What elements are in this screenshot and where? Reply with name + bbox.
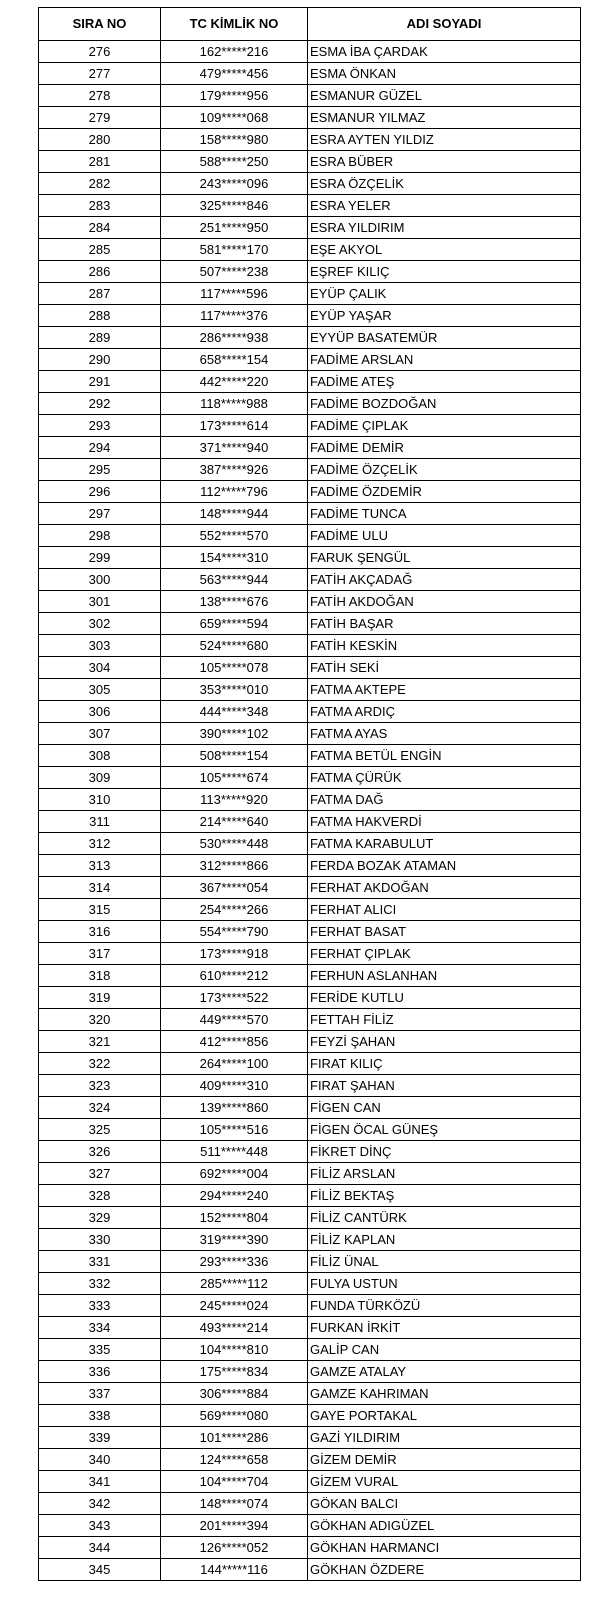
sira-no-cell: 279: [39, 107, 161, 129]
table-row: [39, 569, 581, 591]
sira-no-cell: 330: [39, 1229, 161, 1251]
adi-soyadi-cell: FATİH BAŞAR: [308, 613, 581, 635]
sira-no-cell: 339: [39, 1427, 161, 1449]
tc-kimlik-no-cell: 293*****336: [161, 1251, 308, 1273]
table-row: [39, 1449, 581, 1471]
sira-no-cell: 314: [39, 877, 161, 899]
tc-kimlik-no-cell: 367*****054: [161, 877, 308, 899]
sira-no-cell: 276: [39, 41, 161, 63]
sira-no-cell: 299: [39, 547, 161, 569]
sira-no-cell: 280: [39, 129, 161, 151]
tc-kimlik-no-cell: 179*****956: [161, 85, 308, 107]
adi-soyadi-cell: FADİME TUNCA: [308, 503, 581, 525]
table-row: [39, 151, 581, 173]
sira-no-cell: 324: [39, 1097, 161, 1119]
adi-soyadi-cell: FIRAT ŞAHAN: [308, 1075, 581, 1097]
tc-kimlik-no-cell: 148*****074: [161, 1493, 308, 1515]
adi-soyadi-cell: GÖKHAN HARMANCI: [308, 1537, 581, 1559]
table-row: [39, 767, 581, 789]
table-row: [39, 481, 581, 503]
adi-soyadi-cell: EŞREF KILIÇ: [308, 261, 581, 283]
adi-soyadi-cell: FADİME ARSLAN: [308, 349, 581, 371]
sira-no-cell: 313: [39, 855, 161, 877]
table-row: [39, 1339, 581, 1361]
sira-no-cell: 345: [39, 1559, 161, 1581]
adi-soyadi-cell: FADİME ATEŞ: [308, 371, 581, 393]
table-row: [39, 1471, 581, 1493]
tc-kimlik-no-cell: 353*****010: [161, 679, 308, 701]
table-row: [39, 745, 581, 767]
table-row: [39, 701, 581, 723]
table-row: [39, 327, 581, 349]
table-row: [39, 371, 581, 393]
tc-kimlik-no-cell: 371*****940: [161, 437, 308, 459]
table-row: [39, 1361, 581, 1383]
table-row: [39, 85, 581, 107]
header-adi-soyadi: ADI SOYADI: [308, 8, 581, 41]
tc-kimlik-no-cell: 104*****704: [161, 1471, 308, 1493]
adi-soyadi-cell: FATMA ÇÜRÜK: [308, 767, 581, 789]
sira-no-cell: 327: [39, 1163, 161, 1185]
adi-soyadi-cell: FATİH AKDOĞAN: [308, 591, 581, 613]
table-row: [39, 415, 581, 437]
table-row: [39, 1185, 581, 1207]
table-row: [39, 459, 581, 481]
table-row: [39, 965, 581, 987]
adi-soyadi-cell: GAMZE ATALAY: [308, 1361, 581, 1383]
table-row: [39, 1251, 581, 1273]
table-row: [39, 1515, 581, 1537]
table-row: [39, 855, 581, 877]
table-row: [39, 503, 581, 525]
table-row: [39, 1273, 581, 1295]
sira-no-cell: 342: [39, 1493, 161, 1515]
adi-soyadi-cell: FATİH SEKİ: [308, 657, 581, 679]
adi-soyadi-cell: FARUK ŞENGÜL: [308, 547, 581, 569]
adi-soyadi-cell: FERHUN ASLANHAN: [308, 965, 581, 987]
table-row: [39, 1207, 581, 1229]
tc-kimlik-no-cell: 508*****154: [161, 745, 308, 767]
adi-soyadi-cell: FADİME ULU: [308, 525, 581, 547]
tc-kimlik-no-cell: 319*****390: [161, 1229, 308, 1251]
tc-kimlik-no-cell: 312*****866: [161, 855, 308, 877]
table-row: [39, 1009, 581, 1031]
sira-no-cell: 294: [39, 437, 161, 459]
adi-soyadi-cell: FİLİZ BEKTAŞ: [308, 1185, 581, 1207]
adi-soyadi-cell: GÖKAN BALCI: [308, 1493, 581, 1515]
adi-soyadi-cell: FATMA ARDIÇ: [308, 701, 581, 723]
adi-soyadi-cell: FİLİZ ARSLAN: [308, 1163, 581, 1185]
adi-soyadi-cell: FERDA BOZAK ATAMAN: [308, 855, 581, 877]
adi-soyadi-cell: ESMA İBA ÇARDAK: [308, 41, 581, 63]
tc-kimlik-no-cell: 251*****950: [161, 217, 308, 239]
tc-kimlik-no-cell: 214*****640: [161, 811, 308, 833]
tc-kimlik-no-cell: 148*****944: [161, 503, 308, 525]
adi-soyadi-cell: ESMANUR YILMAZ: [308, 107, 581, 129]
tc-kimlik-no-cell: 118*****988: [161, 393, 308, 415]
sira-no-cell: 290: [39, 349, 161, 371]
sira-no-cell: 295: [39, 459, 161, 481]
sira-no-cell: 322: [39, 1053, 161, 1075]
table-row: [39, 1317, 581, 1339]
adi-soyadi-cell: FADİME DEMİR: [308, 437, 581, 459]
adi-soyadi-cell: ESMA ÖNKAN: [308, 63, 581, 85]
table-row: [39, 305, 581, 327]
table-row: [39, 195, 581, 217]
table-row: [39, 283, 581, 305]
table-row: [39, 723, 581, 745]
table-row: [39, 921, 581, 943]
adi-soyadi-cell: FERHAT AKDOĞAN: [308, 877, 581, 899]
table-row: [39, 217, 581, 239]
tc-kimlik-no-cell: 152*****804: [161, 1207, 308, 1229]
table-body: [39, 41, 581, 1581]
adi-soyadi-cell: FATMA KARABULUT: [308, 833, 581, 855]
table-row: [39, 547, 581, 569]
table-row: [39, 591, 581, 613]
adi-soyadi-cell: ESRA YILDIRIM: [308, 217, 581, 239]
adi-soyadi-cell: GAYE PORTAKAL: [308, 1405, 581, 1427]
table-header: [39, 8, 581, 41]
sira-no-cell: 325: [39, 1119, 161, 1141]
sira-no-cell: 309: [39, 767, 161, 789]
sira-no-cell: 320: [39, 1009, 161, 1031]
adi-soyadi-cell: GÖKHAN ADIGÜZEL: [308, 1515, 581, 1537]
sira-no-cell: 298: [39, 525, 161, 547]
sira-no-cell: 321: [39, 1031, 161, 1053]
adi-soyadi-cell: FATMA AYAS: [308, 723, 581, 745]
tc-kimlik-no-cell: 162*****216: [161, 41, 308, 63]
sira-no-cell: 283: [39, 195, 161, 217]
table-row: [39, 437, 581, 459]
tc-kimlik-no-cell: 126*****052: [161, 1537, 308, 1559]
table-row: [39, 525, 581, 547]
sira-no-cell: 323: [39, 1075, 161, 1097]
table-row: [39, 1559, 581, 1581]
tc-kimlik-no-cell: 173*****614: [161, 415, 308, 437]
sira-no-cell: 286: [39, 261, 161, 283]
table-row: [39, 1141, 581, 1163]
adi-soyadi-cell: GİZEM DEMİR: [308, 1449, 581, 1471]
sira-no-cell: 281: [39, 151, 161, 173]
tc-kimlik-no-cell: 173*****918: [161, 943, 308, 965]
sira-no-cell: 312: [39, 833, 161, 855]
sira-no-cell: 304: [39, 657, 161, 679]
sira-no-cell: 319: [39, 987, 161, 1009]
adi-soyadi-cell: FADİME ÖZDEMİR: [308, 481, 581, 503]
sira-no-cell: 326: [39, 1141, 161, 1163]
table-row: [39, 1427, 581, 1449]
table-row: [39, 393, 581, 415]
sira-no-cell: 329: [39, 1207, 161, 1229]
adi-soyadi-cell: FURKAN İRKİT: [308, 1317, 581, 1339]
tc-kimlik-no-cell: 173*****522: [161, 987, 308, 1009]
table-row: [39, 129, 581, 151]
tc-kimlik-no-cell: 245*****024: [161, 1295, 308, 1317]
table-row: [39, 877, 581, 899]
tc-kimlik-no-cell: 442*****220: [161, 371, 308, 393]
table-row: [39, 613, 581, 635]
header-tc-kimlik-no: TC KİMLİK NO: [161, 8, 308, 41]
table-row: [39, 1097, 581, 1119]
tc-kimlik-no-cell: 581*****170: [161, 239, 308, 261]
sira-no-cell: 282: [39, 173, 161, 195]
sira-no-cell: 343: [39, 1515, 161, 1537]
adi-soyadi-cell: FULYA USTUN: [308, 1273, 581, 1295]
table-row: [39, 1053, 581, 1075]
sira-no-cell: 334: [39, 1317, 161, 1339]
sira-no-cell: 285: [39, 239, 161, 261]
tc-kimlik-no-cell: 449*****570: [161, 1009, 308, 1031]
adi-soyadi-cell: FIRAT KILIÇ: [308, 1053, 581, 1075]
adi-soyadi-cell: FİGEN CAN: [308, 1097, 581, 1119]
tc-kimlik-no-cell: 610*****212: [161, 965, 308, 987]
adi-soyadi-cell: FADİME ÖZÇELİK: [308, 459, 581, 481]
sira-no-cell: 332: [39, 1273, 161, 1295]
tc-kimlik-no-cell: 306*****884: [161, 1383, 308, 1405]
tc-kimlik-no-cell: 117*****596: [161, 283, 308, 305]
sira-no-cell: 287: [39, 283, 161, 305]
adi-soyadi-cell: FERİDE KUTLU: [308, 987, 581, 1009]
tc-kimlik-no-cell: 101*****286: [161, 1427, 308, 1449]
sira-no-cell: 300: [39, 569, 161, 591]
adi-soyadi-cell: EYÜP ÇALIK: [308, 283, 581, 305]
tc-kimlik-no-cell: 569*****080: [161, 1405, 308, 1427]
sira-no-cell: 293: [39, 415, 161, 437]
sira-no-cell: 296: [39, 481, 161, 503]
adi-soyadi-cell: FERHAT ÇIPLAK: [308, 943, 581, 965]
adi-soyadi-cell: FEYZİ ŞAHAN: [308, 1031, 581, 1053]
adi-soyadi-cell: GÖKHAN ÖZDERE: [308, 1559, 581, 1581]
tc-kimlik-no-cell: 124*****658: [161, 1449, 308, 1471]
sira-no-cell: 307: [39, 723, 161, 745]
tc-kimlik-no-cell: 112*****796: [161, 481, 308, 503]
sira-no-cell: 291: [39, 371, 161, 393]
tc-kimlik-no-cell: 104*****810: [161, 1339, 308, 1361]
table-row: [39, 1537, 581, 1559]
sira-no-cell: 277: [39, 63, 161, 85]
sira-no-cell: 318: [39, 965, 161, 987]
tc-kimlik-no-cell: 109*****068: [161, 107, 308, 129]
tc-kimlik-no-cell: 158*****980: [161, 129, 308, 151]
table-row: [39, 1295, 581, 1317]
sira-no-cell: 315: [39, 899, 161, 921]
table-row: [39, 349, 581, 371]
sira-no-cell: 308: [39, 745, 161, 767]
adi-soyadi-cell: FERHAT BASAT: [308, 921, 581, 943]
sira-no-cell: 305: [39, 679, 161, 701]
adi-soyadi-cell: ESRA AYTEN YILDIZ: [308, 129, 581, 151]
table-row: [39, 789, 581, 811]
tc-kimlik-no-cell: 588*****250: [161, 151, 308, 173]
table-row: [39, 1031, 581, 1053]
adi-soyadi-cell: ESRA YELER: [308, 195, 581, 217]
sira-no-cell: 278: [39, 85, 161, 107]
adi-soyadi-cell: FATMA BETÜL ENGİN: [308, 745, 581, 767]
tc-kimlik-no-cell: 154*****310: [161, 547, 308, 569]
sira-no-cell: 284: [39, 217, 161, 239]
sira-no-cell: 328: [39, 1185, 161, 1207]
adi-soyadi-cell: FATMA HAKVERDİ: [308, 811, 581, 833]
tc-kimlik-no-cell: 144*****116: [161, 1559, 308, 1581]
adi-soyadi-cell: FİLİZ CANTÜRK: [308, 1207, 581, 1229]
sira-no-cell: 297: [39, 503, 161, 525]
sira-no-cell: 337: [39, 1383, 161, 1405]
adi-soyadi-cell: FATİH AKÇADAĞ: [308, 569, 581, 591]
sira-no-cell: 301: [39, 591, 161, 613]
table-row: [39, 635, 581, 657]
tc-kimlik-no-cell: 113*****920: [161, 789, 308, 811]
sira-no-cell: 341: [39, 1471, 161, 1493]
tc-kimlik-no-cell: 105*****078: [161, 657, 308, 679]
sira-no-cell: 338: [39, 1405, 161, 1427]
table-row: [39, 1383, 581, 1405]
adi-soyadi-cell: FUNDA TÜRKÖZÜ: [308, 1295, 581, 1317]
adi-soyadi-cell: GAZİ YILDIRIM: [308, 1427, 581, 1449]
table-row: [39, 899, 581, 921]
sira-no-cell: 336: [39, 1361, 161, 1383]
name-list-table: [38, 7, 581, 1581]
tc-kimlik-no-cell: 138*****676: [161, 591, 308, 613]
table-row: [39, 833, 581, 855]
adi-soyadi-cell: FİGEN ÖCAL GÜNEŞ: [308, 1119, 581, 1141]
sira-no-cell: 303: [39, 635, 161, 657]
header-row: [39, 8, 581, 41]
table-row: [39, 987, 581, 1009]
header-sira-no: SIRA NO: [39, 8, 161, 41]
tc-kimlik-no-cell: 552*****570: [161, 525, 308, 547]
tc-kimlik-no-cell: 554*****790: [161, 921, 308, 943]
tc-kimlik-no-cell: 105*****516: [161, 1119, 308, 1141]
tc-kimlik-no-cell: 692*****004: [161, 1163, 308, 1185]
sira-no-cell: 331: [39, 1251, 161, 1273]
tc-kimlik-no-cell: 254*****266: [161, 899, 308, 921]
table-row: [39, 811, 581, 833]
tc-kimlik-no-cell: 479*****456: [161, 63, 308, 85]
sira-no-cell: 333: [39, 1295, 161, 1317]
table-row: [39, 1229, 581, 1251]
table-row: [39, 107, 581, 129]
adi-soyadi-cell: FİKRET DİNÇ: [308, 1141, 581, 1163]
tc-kimlik-no-cell: 493*****214: [161, 1317, 308, 1339]
tc-kimlik-no-cell: 563*****944: [161, 569, 308, 591]
sira-no-cell: 316: [39, 921, 161, 943]
table-row: [39, 1405, 581, 1427]
sira-no-cell: 289: [39, 327, 161, 349]
sira-no-cell: 335: [39, 1339, 161, 1361]
tc-kimlik-no-cell: 524*****680: [161, 635, 308, 657]
adi-soyadi-cell: ESMANUR GÜZEL: [308, 85, 581, 107]
adi-soyadi-cell: ESRA ÖZÇELİK: [308, 173, 581, 195]
tc-kimlik-no-cell: 507*****238: [161, 261, 308, 283]
table-row: [39, 173, 581, 195]
tc-kimlik-no-cell: 286*****938: [161, 327, 308, 349]
tc-kimlik-no-cell: 285*****112: [161, 1273, 308, 1295]
tc-kimlik-no-cell: 387*****926: [161, 459, 308, 481]
adi-soyadi-cell: EYÜP YAŞAR: [308, 305, 581, 327]
tc-kimlik-no-cell: 264*****100: [161, 1053, 308, 1075]
adi-soyadi-cell: FADİME ÇIPLAK: [308, 415, 581, 437]
tc-kimlik-no-cell: 511*****448: [161, 1141, 308, 1163]
tc-kimlik-no-cell: 658*****154: [161, 349, 308, 371]
adi-soyadi-cell: FATMA AKTEPE: [308, 679, 581, 701]
adi-soyadi-cell: FERHAT ALICI: [308, 899, 581, 921]
tc-kimlik-no-cell: 117*****376: [161, 305, 308, 327]
tc-kimlik-no-cell: 325*****846: [161, 195, 308, 217]
table-row: [39, 63, 581, 85]
table-row: [39, 1493, 581, 1515]
table-row: [39, 41, 581, 63]
table-row: [39, 679, 581, 701]
sira-no-cell: 344: [39, 1537, 161, 1559]
adi-soyadi-cell: GALİP CAN: [308, 1339, 581, 1361]
adi-soyadi-cell: ESRA BÜBER: [308, 151, 581, 173]
adi-soyadi-cell: FATİH KESKİN: [308, 635, 581, 657]
tc-kimlik-no-cell: 139*****860: [161, 1097, 308, 1119]
tc-kimlik-no-cell: 409*****310: [161, 1075, 308, 1097]
tc-kimlik-no-cell: 390*****102: [161, 723, 308, 745]
table-row: [39, 1163, 581, 1185]
tc-kimlik-no-cell: 105*****674: [161, 767, 308, 789]
adi-soyadi-cell: FATMA DAĞ: [308, 789, 581, 811]
sira-no-cell: 317: [39, 943, 161, 965]
adi-soyadi-cell: EŞE AKYOL: [308, 239, 581, 261]
adi-soyadi-cell: FİLİZ KAPLAN: [308, 1229, 581, 1251]
tc-kimlik-no-cell: 530*****448: [161, 833, 308, 855]
sira-no-cell: 340: [39, 1449, 161, 1471]
tc-kimlik-no-cell: 412*****856: [161, 1031, 308, 1053]
sira-no-cell: 306: [39, 701, 161, 723]
sira-no-cell: 302: [39, 613, 161, 635]
adi-soyadi-cell: EYYÜP BASATEMÜR: [308, 327, 581, 349]
table-row: [39, 657, 581, 679]
table-row: [39, 1075, 581, 1097]
adi-soyadi-cell: GİZEM VURAL: [308, 1471, 581, 1493]
sira-no-cell: 288: [39, 305, 161, 327]
tc-kimlik-no-cell: 659*****594: [161, 613, 308, 635]
tc-kimlik-no-cell: 294*****240: [161, 1185, 308, 1207]
table-row: [39, 239, 581, 261]
tc-kimlik-no-cell: 201*****394: [161, 1515, 308, 1537]
adi-soyadi-cell: FETTAH FİLİZ: [308, 1009, 581, 1031]
sira-no-cell: 310: [39, 789, 161, 811]
table-row: [39, 261, 581, 283]
table-row: [39, 943, 581, 965]
sira-no-cell: 311: [39, 811, 161, 833]
adi-soyadi-cell: FADİME BOZDOĞAN: [308, 393, 581, 415]
adi-soyadi-cell: FİLİZ ÜNAL: [308, 1251, 581, 1273]
tc-kimlik-no-cell: 175*****834: [161, 1361, 308, 1383]
tc-kimlik-no-cell: 243*****096: [161, 173, 308, 195]
table-row: [39, 1119, 581, 1141]
sira-no-cell: 292: [39, 393, 161, 415]
tc-kimlik-no-cell: 444*****348: [161, 701, 308, 723]
adi-soyadi-cell: GAMZE KAHRIMAN: [308, 1383, 581, 1405]
